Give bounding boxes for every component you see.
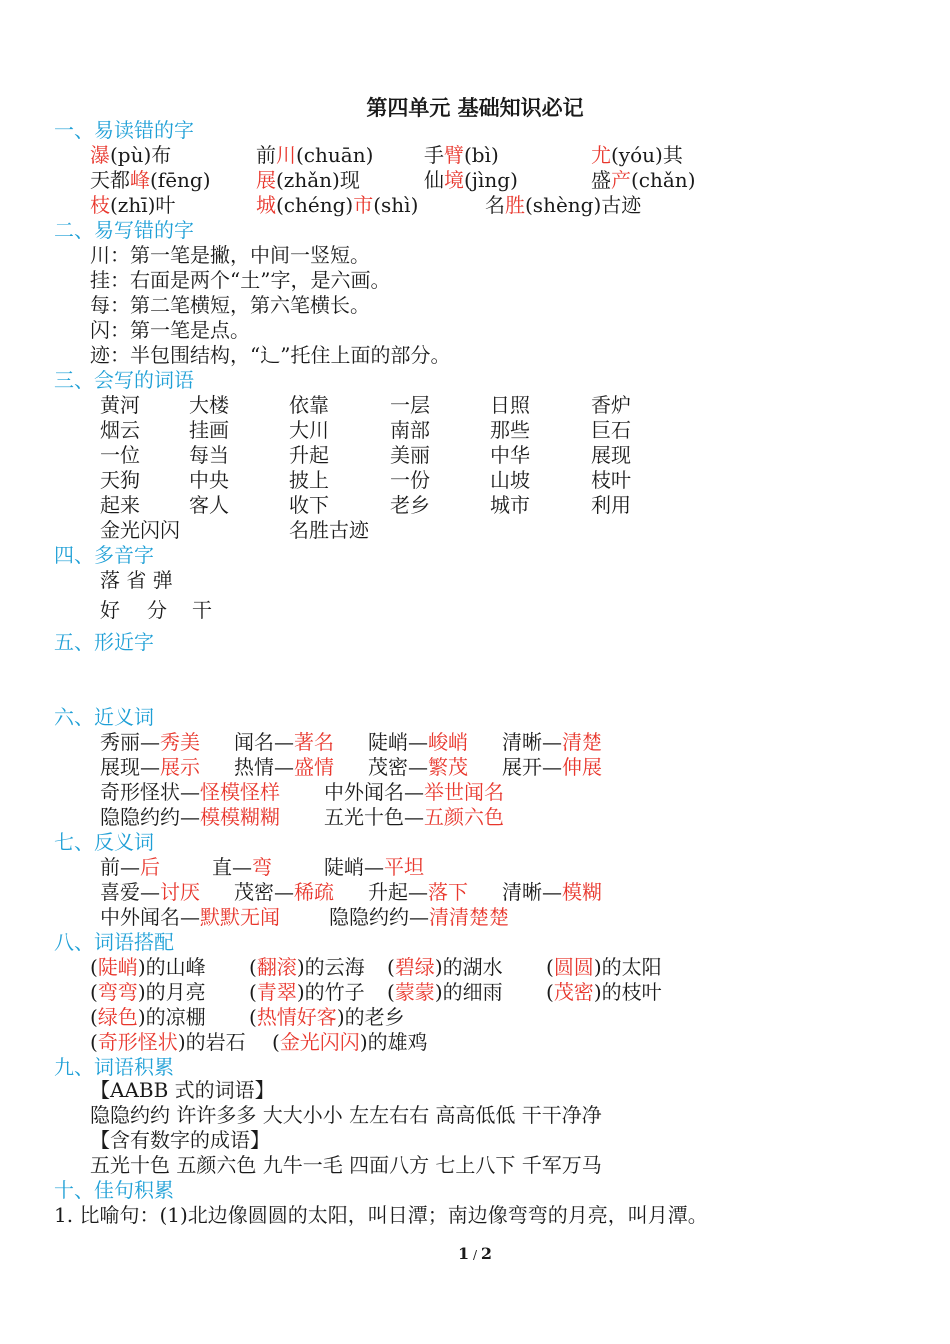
word-list-aabb: 隐隐约约 许许多多 大大小小 左左右右 高高低低 干干净净 (90, 1103, 602, 1127)
antonym-pair: 清晰—模糊 (502, 880, 602, 904)
pinyin-item: 前川(chuān) (256, 143, 374, 167)
collocation: (热情好客)的老乡 (249, 1005, 405, 1029)
pinyin-item: 天都峰(fēng) (90, 168, 211, 192)
word: 中央 (189, 468, 229, 492)
write-note: 迹：半包围结构，“辶”托住上面的部分。 (90, 343, 451, 367)
antonym-pair: 升起—落下 (368, 880, 468, 904)
pinyin-item: 城(chéng)市(shì) (256, 193, 419, 217)
section-heading-2: 二、易写错的字 (54, 218, 194, 242)
section-heading-4: 四、多音字 (54, 543, 154, 567)
word: 中华 (490, 443, 530, 467)
word: 那些 (490, 418, 530, 442)
word: 一层 (390, 393, 430, 417)
word: 一位 (100, 443, 140, 467)
sentence: 1. 比喻句：(1)北边像圆圆的太阳，叫日潭；南边像弯弯的月亮，叫月潭。 (54, 1203, 708, 1227)
collocation: (奇形怪状)的岩石 (90, 1030, 246, 1054)
collocation: (绿色)的凉棚 (90, 1005, 206, 1029)
antonym-pair: 陡峭—平坦 (324, 855, 424, 879)
word: 枝叶 (591, 468, 631, 492)
synonym-pair: 闻名—著名 (234, 730, 334, 754)
antonym-pair: 喜爱—讨厌 (100, 880, 200, 904)
section-heading-3: 三、会写的词语 (54, 368, 194, 392)
antonym-pair: 前—后 (100, 855, 160, 879)
word: 每当 (189, 443, 229, 467)
section-heading-6: 六、近义词 (54, 705, 154, 729)
collocation: (蒙蒙)的细雨 (387, 980, 503, 1004)
synonym-pair: 奇形怪状—怪模怪样 (100, 780, 280, 804)
word: 日照 (490, 393, 530, 417)
pinyin-item: 枝(zhī)叶 (90, 193, 176, 217)
antonym-pair: 直—弯 (212, 855, 272, 879)
word: 美丽 (390, 443, 430, 467)
subheading-number-idioms: 【含有数字的成语】 (90, 1128, 270, 1152)
pinyin-item: 手臂(bì) (424, 143, 499, 167)
word: 展现 (591, 443, 631, 467)
synonym-pair: 秀丽—秀美 (100, 730, 200, 754)
antonym-pair: 茂密—稀疏 (234, 880, 334, 904)
word: 名胜古迹 (289, 518, 369, 542)
pinyin-item: 瀑(pù)布 (90, 143, 172, 167)
word: 依靠 (289, 393, 329, 417)
polyphone-row: 落 省 弹 (100, 568, 173, 592)
pinyin-item: 名胜(shèng)古迹 (485, 193, 642, 217)
synonym-pair: 陡峭—峻峭 (368, 730, 468, 754)
collocation: (弯弯)的月亮 (90, 980, 206, 1004)
word: 大楼 (189, 393, 229, 417)
collocation: (圆圆)的太阳 (546, 955, 662, 979)
write-note: 挂：右面是两个“土”字，是六画。 (90, 268, 391, 292)
synonym-pair: 热情—盛情 (234, 755, 334, 779)
antonym-pair: 隐隐约约—清清楚楚 (329, 905, 509, 929)
polyphone-char: 好 (100, 598, 120, 622)
word: 利用 (591, 493, 631, 517)
word: 升起 (289, 443, 329, 467)
collocation: (碧绿)的湖水 (387, 955, 503, 979)
word: 一份 (390, 468, 430, 492)
section-heading-5: 五、形近字 (54, 630, 154, 654)
word: 天狗 (100, 468, 140, 492)
synonym-pair: 中外闻名—举世闻名 (324, 780, 504, 804)
subheading-aabb: 【AABB 式的词语】 (90, 1078, 275, 1102)
write-note: 闪：第一笔是点。 (90, 318, 250, 342)
section-heading-7: 七、反义词 (54, 830, 154, 854)
word: 巨石 (591, 418, 631, 442)
word: 挂画 (189, 418, 229, 442)
synonym-pair: 五光十色—五颜六色 (324, 805, 504, 829)
word: 南部 (390, 418, 430, 442)
collocation: (翻滚)的云海 (249, 955, 365, 979)
antonym-pair: 中外闻名—默默无闻 (100, 905, 280, 929)
word: 城市 (490, 493, 530, 517)
pinyin-item: 仙境(jìng) (424, 168, 518, 192)
synonym-pair: 隐隐约约—模模糊糊 (100, 805, 280, 829)
word: 起来 (100, 493, 140, 517)
synonym-pair: 茂密—繁茂 (368, 755, 468, 779)
polyphone-char: 干 (192, 598, 212, 622)
collocation: (茂密)的枝叶 (546, 980, 662, 1004)
page-number: 1 / 2 (458, 1244, 492, 1263)
synonym-pair: 展开—伸展 (502, 755, 602, 779)
polyphone-char: 分 (147, 598, 167, 622)
synonym-pair: 展现—展示 (100, 755, 200, 779)
word: 老乡 (390, 493, 430, 517)
word: 烟云 (100, 418, 140, 442)
section-heading-1: 一、易读错的字 (54, 118, 194, 142)
section-heading-8: 八、词语搭配 (54, 930, 174, 954)
pinyin-item: 盛产(chǎn) (591, 168, 696, 192)
word: 大川 (289, 418, 329, 442)
section-heading-9: 九、词语积累 (54, 1055, 174, 1079)
word: 披上 (289, 468, 329, 492)
synonym-pair: 清晰—清楚 (502, 730, 602, 754)
pinyin-item: 尤(yóu)其 (591, 143, 683, 167)
pinyin-item: 展(zhǎn)现 (256, 168, 360, 192)
write-note: 每：第二笔横短，第六笔横长。 (90, 293, 370, 317)
word: 山坡 (490, 468, 530, 492)
section-heading-10: 十、佳句积累 (54, 1178, 174, 1202)
word: 收下 (289, 493, 329, 517)
word: 黄河 (100, 393, 140, 417)
page-title: 第四单元 基础知识必记 (366, 95, 584, 120)
collocation: (青翠)的竹子 (249, 980, 365, 1004)
write-note: 川：第一笔是撇，中间一竖短。 (90, 243, 370, 267)
collocation: (金光闪闪)的雄鸡 (272, 1030, 428, 1054)
word: 香炉 (591, 393, 631, 417)
word: 金光闪闪 (100, 518, 180, 542)
collocation: (陡峭)的山峰 (90, 955, 206, 979)
word-list-number-idioms: 五光十色 五颜六色 九牛一毛 四面八方 七上八下 千军万马 (90, 1153, 602, 1177)
word: 客人 (189, 493, 229, 517)
